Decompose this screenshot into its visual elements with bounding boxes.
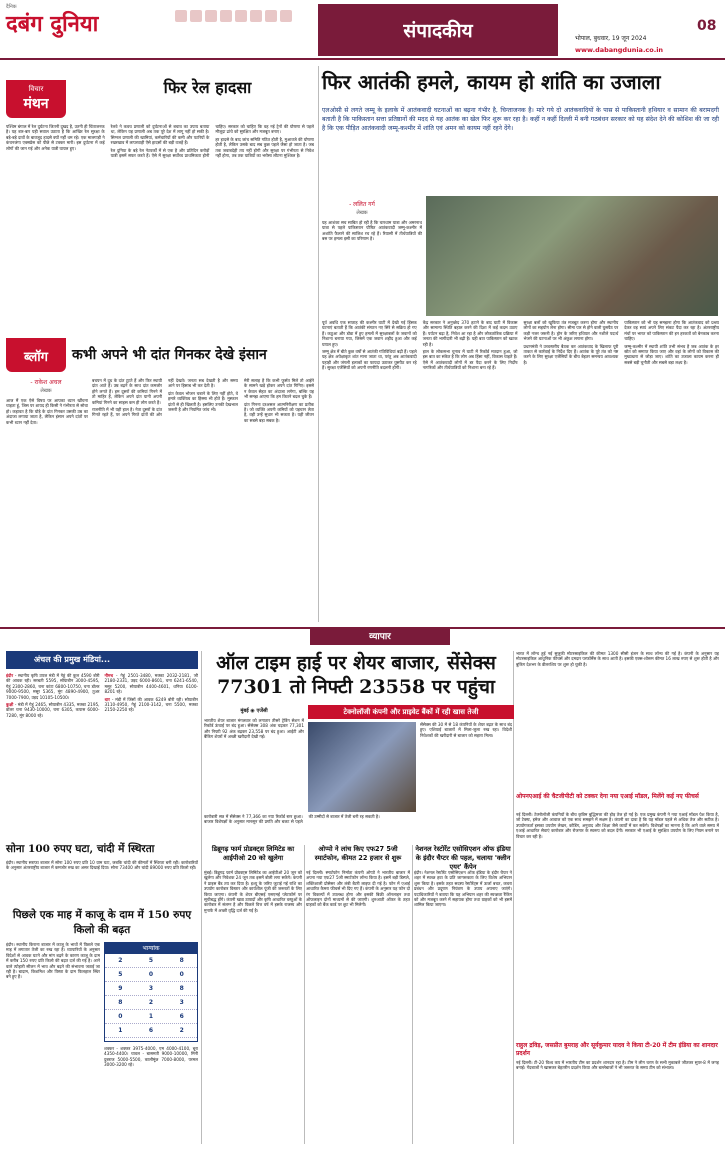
mandi-box-title: अंचल की प्रमुख मंडियां...: [6, 651, 198, 669]
section-banner: [318, 4, 558, 56]
paragraph: हर हादसे के बाद जांच समिति गठित होती है, मुआवजे की घोषणा होती है, लेकिन उसके बाद सब कुछ पहले जैसा हो जाता है। जब तक जवाबदेही तय नहीं होगी और सुरक्षा पर गंभीरता से निवेश नहीं होगा, तब तक यात्रियों का भरोसा लौटना मुश्किल है।: [215, 136, 314, 159]
city-name: नीमच: [104, 673, 114, 678]
paragraph: केंद्र सरकार ने अनुच्छेद 370 हटाने के बाद घाटी में विकास और सामान्य स्थिति बहाल करने की दिशा में कई कदम उठाए हैं। पर्यटन बढ़ा है, निवेश आ रहा है और लोकतांत्रिक प्रक्रिया में जनता की भागीदारी भी बढ़ी है। यही बात पाकिस्तान को खटक रही है।: [422, 320, 518, 347]
right-article-top: भारत में लॉन्च हुई नई सुजुकी मोटरसाइकिल की कीमत 1300 सीसी इंजन के साथ लॉन्च की गई है। कंपनी के अनुसार यह मोटरसाइकिल आधुनिक फीचर्स और दमदार परफॉर्मेंस के साथ आती है। इसकी एक्स-शोरूम कीमत 16 लाख रुपए से शुरू होती है और बुकिंग देशभर के डीलरशिप पर शुरू हो चुकी है।: [516, 651, 719, 667]
phone-article: नई दिल्ली। स्मार्टफोन निर्माता कंपनी ओप्पो ने भारतीय बाजार में अपना नया एफ27 5जी स्मार्टफोन लॉन्च किया है। इसमें बड़ी डिस्प्ले, शक्तिशाली प्रोसेसर और लंबी बैटरी लाइफ दी गई है। फोन में एआई आधारित कैमरा फीचर्स भी दिए गए हैं। कंपनी के अनुसार यह फोन दो रंग विकल्पों में उपलब्ध होगा और इसकी बिक्री ऑनलाइन तथा ऑफलाइन दोनों माध्यमों से की जाएगी। शुरुआती ऑफर के तहत ग्राहकों को बैंक कार्ड पर छूट भी मिलेगी।: [306, 870, 410, 908]
paragraph: हाल के लोकसभा चुनाव में घाटी में रिकॉर्ड मतदान हुआ, जो इस बात का संकेत है कि लोग अब हिंसा नहीं, विकास चाहते हैं। ऐसे में आतंकवादी लोगों में डर पैदा करने के लिए निर्दोष नागरिकों और तीर्थयात्रियों को निशाना बना रहे हैं।: [422, 349, 518, 371]
paragraph: पश्चिम बंगाल में रेल दुर्घटना जितनी दुखद है, उतनी ही चिंताजनक है। यह बार-बार यही सवाल उठाता है कि आखिर रेल सुरक्षा के बड़े-बड़े दावों के बावजूद हादसे क्यों नहीं थम रहे। एक मालगाड़ी ने कंचनजंगा एक्सप्रेस को पीछे से टक्कर मारी। इस दुर्घटना में कई लोगों की जान गई और अनेक यात्री घायल हुए।: [6, 124, 105, 151]
manthan-badge-big: मंथन: [23, 96, 49, 112]
sensex-photo: [308, 722, 416, 812]
sensex-headline: ऑल टाइम हाई पर शेयर बाजार, सेंसेक्स 77301 तो निफ्टी 23558 पर पहुंचा: [216, 652, 496, 698]
table-row: 8 2 3: [105, 996, 197, 1010]
newspaper-logo: दबंग दुनिया: [6, 11, 99, 37]
column-divider: [201, 651, 202, 1144]
city-name: कुक्षी: [6, 702, 14, 708]
city-name: धार: [104, 696, 110, 702]
kaju-article-continued: शक्कर - शक्कर 3975-4000, एम 4000-4100, बूरा 4350-4400। चावल - बासमती 9000-10000, मिनी दुबराज 5000-5500, कालीमूंछ 7000-8000, परमल 3000-3200 रहे।: [104, 1046, 198, 1068]
decorative-icon: [220, 10, 232, 22]
lead-article-body: [322, 320, 719, 620]
right-article-mid: नई दिल्ली। टेक्नोलॉजी कंपनियों के बीच कृत्रिम बुद्धिमत्ता की होड़ तेज हो गई है। एक प्रमुख कंपनी ने नया एआई मॉडल पेश किया है, जो टेक्स्ट, इमेज और आवाज को एक साथ समझने में सक्षम है। कंपनी का दावा है कि यह मॉडल पहले से अधिक तेज और सटीक है। उपयोगकर्ता इसका उपयोग लेखन, कोडिंग, अनुवाद और शिक्षा जैसे कार्यों में कर सकेंगे। विशेषज्ञों का मानना है कि आने वाले समय में एआई आधारित सेवाएं कारोबार और रोजगार के स्वरूप को बदल देंगी। सरकार भी एआई के सुरक्षित उपयोग के लिए नियम बनाने पर विचार कर रही है।: [516, 812, 719, 839]
table-row: 1 6 2: [105, 1024, 197, 1038]
lead-deck: एलओसी से लगते जम्मू के इलाके में आतंकवादी घटनाओं का बढ़ना गंभीर है, चिन्ताजनक है। मारे गये दो आतंकवादियों के पास से पाकिस्तानी हथियार व सामान की बरामदगी बताती है कि पाकिस्तान सत्ता प्रतिष्ठानों की मदद से यह आतंक का खेल फिर शुरू कर रहा है। कहीं न कहीं दिल्ली में बनी गठबंधन सरकार को यह संदेश देने की कोशिश की जा रही है कि एक पीड़ित आतंकवादी जम्मू-कश्मीर में शांति एवं अमन को कायम नहीं रहने देंगे।: [322, 107, 719, 132]
lead-photo: [426, 196, 718, 316]
lead-intro: यह आशंका सच साबित हो रही है कि चारधाम यात्रा और अमरनाथ यात्रा से पहले पाकिस्तान पोषित आतंकवादी जम्मू-कश्मीर में अशांति फैलाने की साजिश रच रहे हैं। रियासी में तीर्थयात्रियों की बस पर हमला इसी का परिणाम है।: [322, 220, 422, 242]
mandi-text: - गेहूं 2501-3480, मक्का 2032-2181, जौ 2180-2331, उड़द 6000-8601, चना 6241-6540, मसूर 5200, सोयाबीन 4400-4601, धनिया 6100-8201 रहे।: [104, 673, 198, 695]
lead-headline: फिर आतंकी हमले, कायम हो शांति का उजाला: [322, 70, 661, 94]
kaju-article: इंदौर। स्थानीय किराना बाजार में काजू के भावों में पिछले एक माह में लगातार तेजी का रुख रहा है। व्यापारियों के अनुसार विदेशों से आवक घटने और मांग बढ़ने के कारण काजू के दाम में करीब 150 रुपए प्रति किलो की बढ़त दर्ज की गई है। आने वाले त्योहारी सीजन में भाव और बढ़ने की संभावना जताई जा रही है। बादाम, किशमिश और पिस्ता के दाम फिलहाल स्थिर बने हुए हैं।: [6, 942, 100, 980]
page-number: 08: [697, 18, 717, 34]
paragraph: प्रधानमंत्री ने उच्चस्तरीय बैठक कर आतंकवाद के खिलाफ पूरी ताकत से कार्रवाई के निर्देश दिए हैं। आतंक के पूरे तंत्र को नष्ट करने के लिए सुरक्षा एजेंसियों के बीच बेहतर समन्वय आवश्यक है।: [523, 343, 619, 365]
manthan-article-body: [6, 124, 314, 319]
blog-article-body: [92, 378, 314, 620]
table-title: भाग्यांक: [105, 943, 197, 954]
masthead: [0, 0, 725, 60]
sensex-strap: टेक्नोलॉजी कंपनी और प्राइवेट बैंकों में रही खास तेजी: [308, 705, 514, 719]
restaurant-article: इंदौर। नेशनल रेस्टोरेंट एसोसिएशन ऑफ इंडिया के इंदौर चैप्टर ने शहर में स्वच्छ हवा के प्रति जागरूकता के लिए विशेष अभियान शुरू किया है। इसके तहत सदस्य रेस्टोरेंट्स में ऊर्जा बचत, कचरा प्रबंधन और प्रदूषण नियंत्रण के उपाय अपनाए जाएंगे। पदाधिकारियों ने बताया कि यह अभियान शहर की स्वच्छता रैंकिंग को और मजबूत करने में सहायक होगा तथा ग्राहकों को भी इसमें शामिल किया जाएगा।: [414, 870, 512, 908]
table-row: 5 0 0: [105, 968, 197, 982]
kaju-headline: पिछले एक माह में काजू के दाम में 150 रुपए किलो की बढ़त: [12, 909, 192, 936]
decorative-icon: [205, 10, 217, 22]
lead-byline: - ललित गर्ग: [349, 201, 375, 208]
section-title: संपादकीय: [403, 20, 473, 42]
column-divider: [318, 66, 319, 622]
sensex-article: भारतीय शेयर बाजार मंगलवार को लगातार तीसरे ट्रेडिंग सेशन में रिकॉर्ड ऊंचाई पर बंद हुआ। सेंसेक्स 308 अंक चढ़कर 77,301 और निफ्टी 92 अंक बढ़कर 23,558 पर बंद हुआ। आईटी और बैंकिंग शेयरों में अच्छी खरीदारी देखी गई।: [204, 718, 304, 740]
blog-byline-role: लेखक: [40, 388, 52, 394]
manthan-badge-small: विचार: [28, 85, 44, 93]
lead-byline-role: लेखक: [356, 210, 368, 216]
ipo-headline: डिब्रूगढ़ फार्म प्रोडक्ट्स लिमिटेड का आईपीओ 20 को खुलेगा: [211, 845, 295, 862]
decorative-icon: [250, 10, 262, 22]
mandi-item: [105, 673, 199, 695]
decorative-icon: [175, 10, 187, 22]
table-row: 9 3 8: [105, 982, 197, 996]
paragraph: पूर्व अवधि एक सप्ताह की कश्मीर घाटी में देखी गई हिंसक घटनाएं बताती हैं कि आतंकी संगठन नए सिरे से सक्रिय हो गए हैं। कठुआ और डोडा में हुए हमलों में सुरक्षाबलों के जवानों को निशाना बनाया गया, जिसमें एक जवान शहीद हुआ और कई घायल हुए।: [322, 320, 417, 347]
paragraph: पाकिस्तान को भी यह समझना होगा कि आतंकवाद को प्रश्रय देकर वह स्वयं अपने लिए संकट पैदा कर रहा है। अंतरराष्ट्रीय मंचों पर भारत को पाकिस्तान की इन हरकतों को बेनकाब करना चाहिए।: [624, 320, 719, 342]
mandi-text: - मंडी में जिंसों की आवक 6249 बोरी रही। सोयाबीन 3110-4950, गेहूं 2100-3142, चना 5500, मक्का 2150-2250 रहे।: [104, 696, 198, 713]
restaurant-headline: नेशनल रेस्टोरेंट एसोसिएशन ऑफ इंडिया के इंदौर चैप्टर की पहल, चलाया 'क्लीन एयर' कैंपेन: [415, 845, 511, 871]
sensex-article-continued: कारोबारी सत्र में सेंसेक्स ने 77,366 का नया रिकॉर्ड स्तर छुआ। बाजार विशेषज्ञों के अनुसार मानसून की प्रगति और बजट से पहले की उम्मीदों से बाजार में तेजी बनी रह सकती है।: [204, 814, 380, 825]
mandi-text: - मंडी में गेहूं 2465, सोयाबीन 4335, मक्का 2195, डॉलर चना 9430-10000, चना 6305, कपास 6000-7280, मूंग 8000 रहे।: [6, 702, 100, 718]
right-article-bottom: नई दिल्ली। टी-20 विश्व कप में भारतीय टीम का प्रदर्शन शानदार रहा है। टीम ने लीग चरण के सभी मुकाबले जीतकर सुपर-8 में जगह बनाई। गेंदबाजों ने खासकर बेहतरीन प्रदर्शन किया और बल्लेबाजों ने भी जरूरत के समय टीम को संभाला।: [516, 1060, 719, 1071]
paragraph: रेलवे ने कवच प्रणाली को दुर्घटनाओं से बचाव का उपाय बताया था, लेकिन यह प्रणाली अब तक पूरे देश में लागू नहीं हो सकी है। सिग्नल प्रणाली की खामियां, कर्मचारियों की कमी और पटरियों के रखरखाव में लापरवाही ऐसे हादसों की बड़ी वजहें हैं।: [110, 124, 210, 146]
sensex-article-continued: सेंसेक्स की 30 में से 18 कंपनियों के शेयर बढ़त के साथ बंद हुए। एशियाई बाजारों में मिला-जुला रुख रहा। विदेशी निवेशकों की खरीदारी से बाजार को सहारा मिला।: [420, 722, 512, 738]
sensex-byline: मुंबई ◉ एजेंसी: [240, 708, 268, 714]
manthan-badge: [6, 80, 66, 118]
city-name: इंदौर: [6, 673, 14, 678]
gold-article: इंदौर। स्थानीय सराफा बाजार में सोना 100 रुपए प्रति 10 ग्राम घटा, जबकि चांदी की कीमतों में स्थिरता बनी रही। कारोबारियों के अनुसार अंतरराष्ट्रीय बाजार में कमजोर रुख का असर दिखाई दिया। सोना 73400 और चांदी 89000 रुपए प्रति किलो रही।: [6, 860, 198, 871]
table-row: 0 1 6: [105, 1010, 197, 1024]
mandi-item: [105, 697, 199, 713]
decorative-icon: [235, 10, 247, 22]
bhagyank-table: [104, 942, 198, 1042]
decorative-icon: [190, 10, 202, 22]
logo-superscript: दैनिक: [6, 4, 17, 10]
paragraph: दांत केवल भोजन चबाने के लिए नहीं होते, वे हमारे व्यक्तित्व का हिस्सा भी होते हैं। मुस्कान दांतों से ही खिलती है। इसलिए उनकी देखभाल जरूरी है और नियमित जांच भी।: [168, 390, 238, 413]
website-url: www.dabangdunia.co.in: [575, 46, 664, 54]
blog-badge: ब्लॉग: [6, 338, 66, 372]
manthan-headline: फिर रेल हादसा: [163, 78, 252, 97]
paragraph: मेरी सलाह है कि कभी फुर्सत मिले तो आईने के सामने खड़े होकर अपने दांत गिनिए। इससे न केवल सेहत का अंदाजा लगेगा, बल्कि यह भी समझ आएगा कि हम कितने बदल चुके हैं।: [244, 378, 314, 400]
blog-byline: - राकेश अचल: [30, 379, 62, 386]
right-subheadline: ओपनएआई की चैटजीपीटी को टक्कर देगा नया एआई मॉडल, मिलेंगे कई नए फीचर्स: [516, 793, 699, 800]
dateline: भोपाल, बुधवार, 19 जून 2024: [575, 35, 647, 42]
mandi-rates: [6, 673, 198, 838]
mandi-item: [6, 702, 100, 718]
right-subheadline: राहुल द्रविड़, जसप्रीत बुमराह और सूर्यकुमार यादव ने किया टी-20 में टीम इंडिया का शानदार प्रदर्शन: [516, 1042, 718, 1057]
business-section-label: व्यापार: [310, 629, 450, 645]
paragraph: राजनीति में भी यही हाल है। नेता दूसरों के दांत गिनते रहते हैं, पर अपने गिरते दांतों की ओर नहीं देखते। जनता सब देखती है और समय आने पर हिसाब भी कर देती है।: [92, 378, 238, 418]
column-divider: [513, 651, 514, 1144]
gold-headline: सोना 100 रुपए घटा, चांदी में स्थिरता: [6, 843, 155, 855]
paragraph: रेल दुनिया के बड़े रेल नेटवर्कों में से एक है और प्रतिदिन करोड़ों यात्री इसमें सफर करते हैं। ऐसे में सुरक्षा सर्वोच्च प्राथमिकता होनी चाहिए। सरकार को चाहिए कि वह नई ट्रेनों की घोषणा से पहले मौजूदा ढांचे को सुरक्षित और मजबूत बनाए।: [110, 124, 314, 159]
blog-intro: आज मैं एक ऐसे विषय पर आपका ध्यान खींचना चाहता हूं, जिस पर शायद ही किसी ने गंभीरता से सोचा हो। कहावत है कि घोड़े के दांत गिनकर उसकी उम्र का अंदाजा लगाया जाता है, लेकिन इंसान अपने दांतों पर कभी ध्यान नहीं देता।: [6, 398, 88, 425]
paragraph: जम्मू क्षेत्र में बीते कुछ वर्षों से आतंकी गतिविधियां बढ़ी हैं। पहले यह क्षेत्र अपेक्षाकृत शांत माना जाता था, परंतु अब आतंकवादी पहाड़ी और जंगली इलाकों का फायदा उठाकर घुसपैठ कर रहे हैं। सुरक्षा एजेंसियों को अपनी रणनीति बदलनी होगी।: [322, 349, 417, 371]
phone-headline: ओप्पो ने लांच किए एफ27 5जी स्मार्टफोन, कीमत 22 हजार से शुरू: [314, 845, 402, 862]
blog-headline: कभी अपने भी दांत गिनकर देखे इंसान: [72, 347, 267, 363]
paragraph: बचपन में दूध के दांत टूटते हैं और फिर स्थायी दांत आते हैं। उम्र बढ़ने के साथ दांत कमजोर होने लगते हैं। हम दूसरों की कमियां गिनने में तो माहिर हैं, लेकिन अपने दांत यानी अपनी कमियां गिनने का साहस कम ही लोग करते हैं।: [92, 378, 162, 405]
decorative-icon: [280, 10, 292, 22]
decorative-icon: [265, 10, 277, 22]
column-divider: [412, 845, 413, 1144]
paragraph: सुरक्षा बलों को खुफिया तंत्र मजबूत करना होगा और स्थानीय लोगों का सहयोग लेना होगा। सीमा पार से होने वाली घुसपैठ पर कड़ी नजर जरूरी है। ड्रोन के जरिए हथियार और नशीले पदार्थ भेजने की घटनाओं पर भी अंकुश लगाना होगा।: [523, 320, 619, 342]
mandi-text: - स्थानीय कृषि उपज मंडी में गेहूं की कुल 4590 बोरी की आवक रही। सरबती 5595, सोयाबीन 3000-4595, गेहूं 2300-2860, चना कांटा 6800-10750, चना डॉलर 9000-9500, मसूर 5365, मूंग 4890-4900, तुअर 7000-7900, उड़द 10105-10500।: [6, 673, 100, 700]
mandi-item: [6, 673, 100, 700]
column-divider: [304, 845, 305, 1144]
ipo-article: मुंबई। डिब्रूगढ़ फार्म प्रोडक्ट्स लिमिटेड का आईपीओ 20 जून को खुलेगा और निवेशक 24 जून तक इसमें बोली लगा सकेंगे। कंपनी ने प्राइस बैंड तय कर दिया है। इश्यू के जरिए जुटाई गई राशि का उपयोग कारोबार विस्तार और कार्यशील पूंजी की जरूरतों के लिए किया जाएगा। कंपनी के शेयर बीएसई एसएमई प्लेटफॉर्म पर सूचीबद्ध होंगे। कंपनी खाद्य उत्पादों और कृषि आधारित वस्तुओं के कारोबार में संलग्न है और पिछले वित्त वर्ष में इसके राजस्व और मुनाफे में अच्छी वृद्धि दर्ज की गई है।: [204, 870, 302, 913]
paragraph: दांत गिनना दरअसल आत्मनिरीक्षण का प्रतीक है। जो व्यक्ति अपनी कमियों को पहचान लेता है, वही उन्हें सुधार भी सकता है। यही जीवन का सबसे बड़ा सबक है।: [244, 401, 314, 423]
table-row: 2 5 8: [105, 954, 197, 968]
masthead-icons: [175, 10, 315, 50]
paragraph: जम्मू-कश्मीर में स्थायी शांति तभी संभव है जब आतंक के हर स्रोत को समाप्त किया जाए और वहां के लोगों को विकास की मुख्यधारा से जोड़ा जाए। शांति का उजाला कायम करना ही सबसे बड़ी चुनौती और सबसे बड़ा लक्ष्य है।: [624, 343, 719, 365]
